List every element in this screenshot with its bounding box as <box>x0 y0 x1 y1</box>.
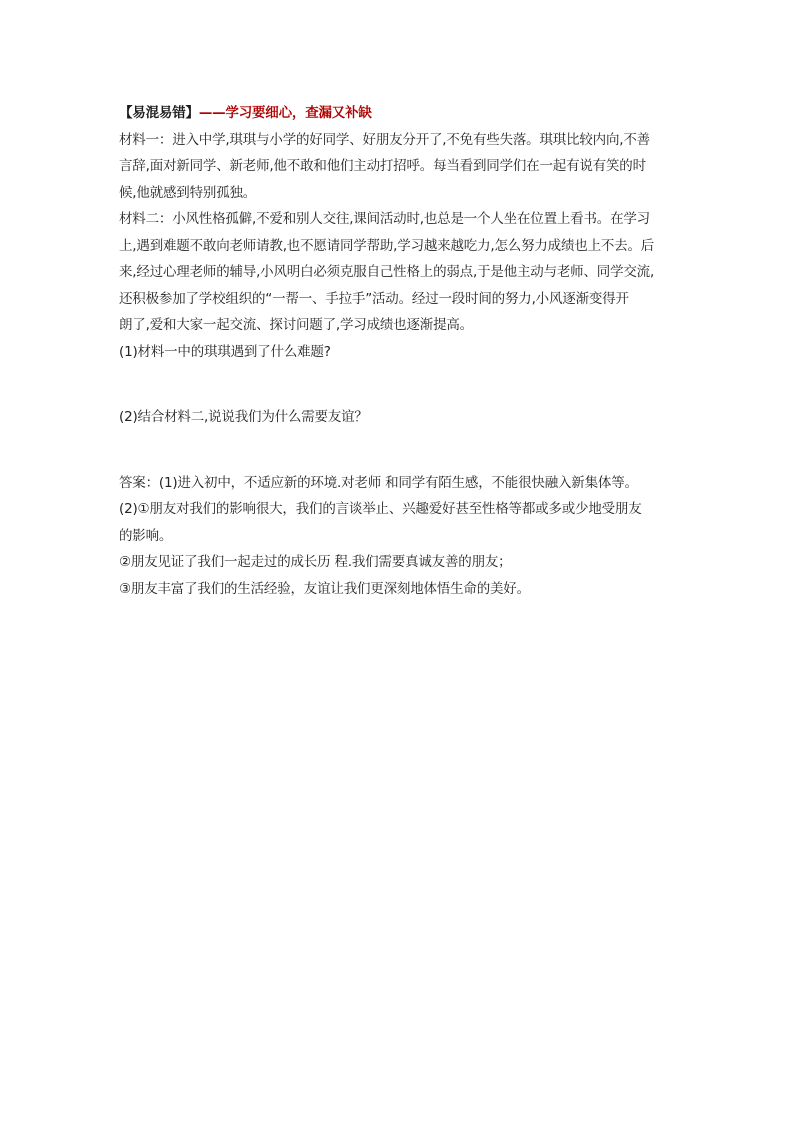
question-1: (1)材料一中的琪琪遇到了什么难题? <box>119 343 331 360</box>
material-one-line: 言辞,面对新同学、新老师,他不敢和他们主动打招呼。每当看到同学们在一起有说有笑的时 <box>119 158 646 174</box>
answer-space <box>119 431 679 470</box>
material-one-line: 材料一：进入中学,琪琪与小学的好同学、好朋友分开了,不免有些失落。琪琪比较内向,不善 <box>119 131 650 148</box>
answer-line: 答案：(1)进入初中，不适应新的环境.对老师 和同学有陌生感，不能很快融入新集体等。 <box>119 474 638 491</box>
material-one-line: 候,他就感到特别孤独。 <box>119 184 257 201</box>
answer-line: 的影响。 <box>119 527 173 544</box>
material-two <box>119 206 679 339</box>
material-two-line: 朗了,爱和大家一起交流、探讨问题了,学习成绩也逐渐提高。 <box>119 317 473 333</box>
material-two-line: 上,遇到难题不敢向老师请教,也不愿请同学帮助,学习越来越吃力,怎么努力成绩也上不去。后 <box>119 237 655 254</box>
answer-line: (2)①朋友对我们的影响很大，我们的言谈举止、兴趣爱好甚至性格等都或多或少地受朋友 <box>119 501 642 517</box>
material-two-line: 来,经过心理老师的辅导,小风明白必须克服自己性格上的弱点,于是他主动与老师、同学交流, <box>119 264 655 280</box>
document-page <box>119 100 679 602</box>
heading-tag: 【易混易错】 <box>119 105 199 121</box>
section-heading <box>119 100 679 127</box>
material-one <box>119 127 679 207</box>
material-two-line: 材料二：小风性格孤僻,不爱和别人交往,课间活动时,也总是一个人坐在位置上看书。在学习 <box>119 211 650 227</box>
answer-space <box>119 365 679 404</box>
answer-line: ③朋友丰富了我们的生活经验，友谊让我们更深刻地体悟生命的美好。 <box>119 580 530 597</box>
question-2: (2)结合材料二,说说我们为什么需要友谊？ <box>119 409 368 425</box>
answer-line: ②朋友见证了我们一起走过的成长历 程.我们需要真诚友善的朋友； <box>119 554 512 570</box>
heading-subtitle: ——学习要细心，查漏又补缺 <box>198 105 372 121</box>
answer-block <box>119 470 679 603</box>
material-two-line: 还积极参加了学校组织的“一帮一、手拉手”活动。经过一段时间的努力,小风逐渐变得开 <box>119 290 629 307</box>
